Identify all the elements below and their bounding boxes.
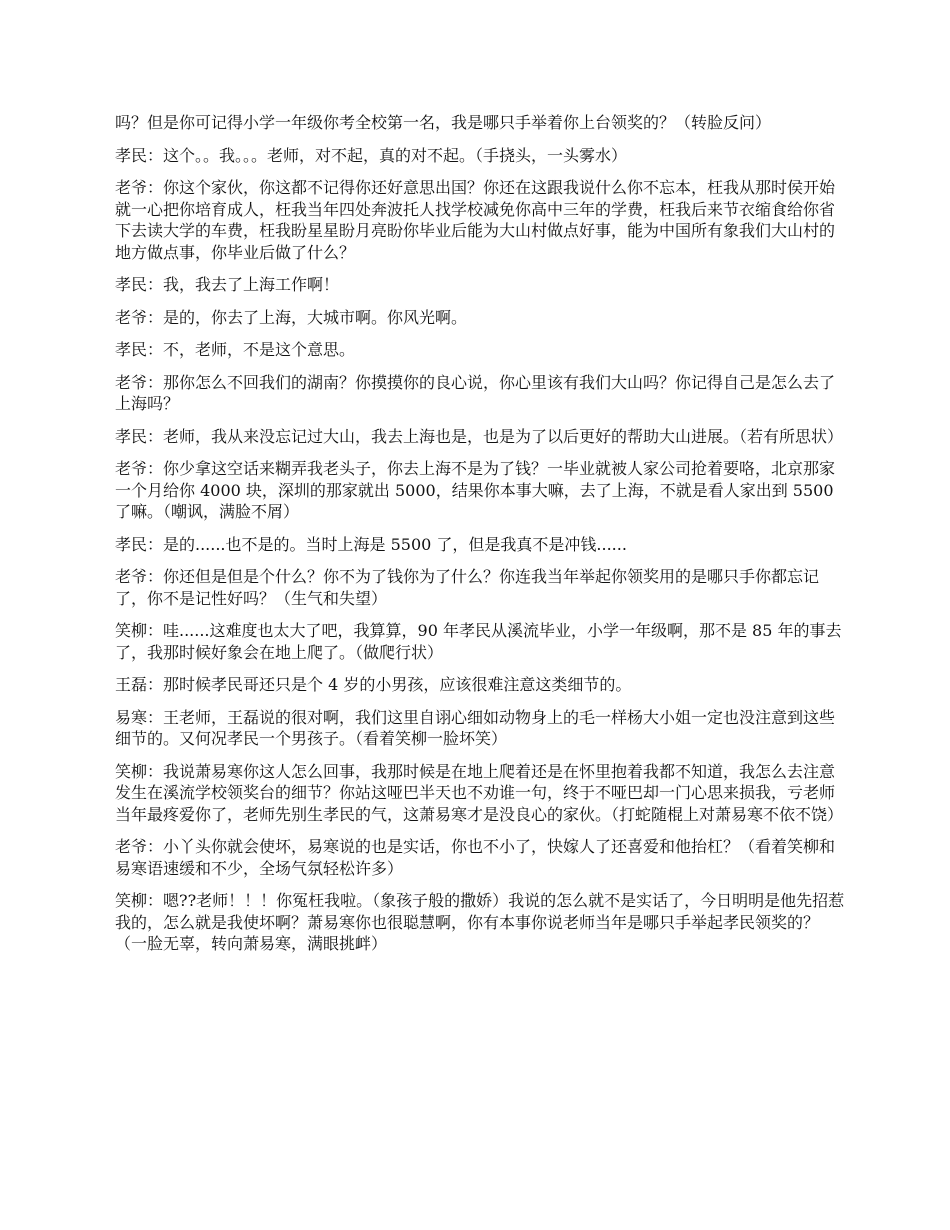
- paragraph: 孝民：我，我去了上海工作啊！: [115, 275, 340, 294]
- paragraph: 孝民：不，老师，不是这个意思。: [115, 340, 356, 359]
- paragraph: 老爷：小丫头你就会使坏，易寒说的也是实话，你也不小了，快嫁人了还喜爱和他抬杠？（看着笑柳和易寒语速缓和不少，全场气氛轻松许多）: [115, 837, 836, 878]
- paragraph: 笑柳：我说萧易寒你这人怎么回事，我那时候是在地上爬着还是在怀里抱着我都不知道，我怎么去注意发生在溪流学校领奖台的细节？你站这哑巴半天也不劝谁一句，终于不哑巴却一门心思来损我，亏老师当年最疼爱你了，老师先别生孝民的气，这萧易寒才是没良心的家伙。（打蛇随棍上对萧易寒不依不饶）: [115, 761, 844, 824]
- paragraph: 老爷：你这个家伙，你这都不记得你还好意思出国？你还在这跟我说什么你不忘本，枉我从那时侯开始就一心把你培育成人，枉我当年四处奔波托人找学校减免你高中三年的学费，枉我后来节衣缩食给你省下去读大学的车费，枉我盼星星盼月亮盼你毕业后能为大山村做点好事，能为中国所有象我们大山村的地方做点事，你毕业后做了什么？: [115, 178, 836, 262]
- paragraph: 吗？但是你可记得小学一年级你考全校第一名，我是哪只手举着你上台领奖的？（转脸反问）: [115, 113, 772, 132]
- paragraph: 孝民：老师，我从来没忘记过大山，我去上海也是，也是为了以后更好的帮助大山进展。（若有所思状）: [115, 426, 844, 446]
- paragraph: 老爷：那你怎么不回我们的湖南？你摸摸你的良心说，你心里该有我们大山吗？你记得自己是怎么去了上海吗？: [115, 372, 836, 413]
- paragraph: 王磊：那时候孝民哥还只是个 4 岁的小男孩，应该很难注意这类细节的。: [115, 675, 632, 694]
- document-body: [115, 112, 845, 966]
- paragraph: 老爷：你还但是但是个什么？你不为了钱你为了什么？你连我当年举起你领奖用的是哪只手你都忘记了，你不是记性好吗？（生气和失望）: [115, 567, 820, 608]
- paragraph: 孝民：是的......也不是的。当时上海是 5500 了，但是我真不是冲钱......: [115, 534, 627, 554]
- paragraph: 易寒：王老师，王磊说的很对啊，我们这里自诩心细如动物身上的毛一样杨大小姐一定也没注意到这些细节的。又何况孝民一个男孩子。（看着笑柳一脸坏笑）: [115, 707, 836, 748]
- paragraph: 笑柳：哇......这难度也太大了吧，我算算，90 年孝民从溪流毕业，小学一年级啊，那不是 85 年的事去了，我那时候好象会在地上爬了。（做爬行状）: [115, 621, 842, 662]
- paragraph: 孝民：这个。。我。。。老师，对不起，真的对不起。（手挠头，一头雾水）: [115, 145, 628, 165]
- paragraph: 笑柳：嗯??老师！！！你冤枉我啦。（象孩子般的撒娇）我说的怎么就不是实话了，今日明明是他先招惹我的，怎么就是我使坏啊？萧易寒你也很聪慧啊，你有本事你说老师当年是哪只手举起孝民领奖的？（一脸无辜，转向萧易寒，满眼挑衅）: [115, 891, 845, 953]
- paragraph: 老爷：是的，你去了上海，大城市啊。你风光啊。: [115, 307, 468, 327]
- paragraph: 老爷：你少拿这空话来糊弄我老头子，你去上海不是为了钱？一毕业就被人家公司抢着要咯，北京那家一个月给你 4000 块，深圳的那家就出 5000，结果你本事大嘛，去了上海，不就是看人家出到 5500 了嘛。（嘲讽，满脸不屑）: [115, 459, 836, 521]
